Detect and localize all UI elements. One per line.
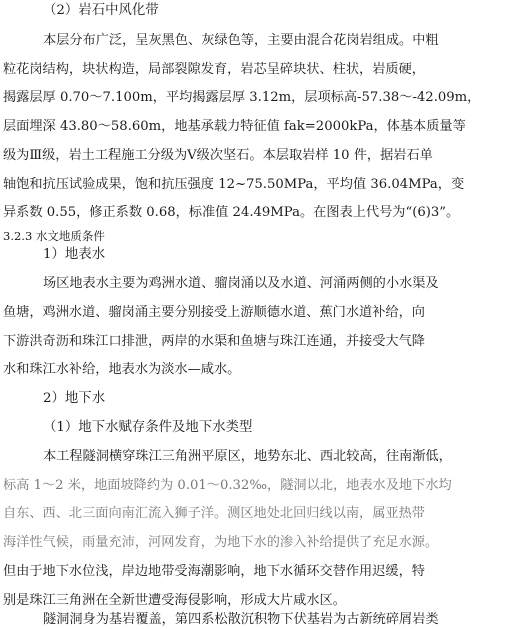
paragraph-line: 但由于地下水位浅，岸边地带受海潮影响，地下水循环交替作用迟缓，特 bbox=[3, 564, 425, 579]
paragraph-line: 粒花岗结构，块状构造，局部裂隙发育，岩芯呈碎块状、柱状，岩质硬， bbox=[3, 62, 425, 77]
groundwater-heading: 2）地下水 bbox=[43, 391, 106, 406]
weathered-zone-heading: （2）岩石中风化带 bbox=[43, 3, 159, 18]
paragraph-line: 场区地表水主要为鸡洲水道、骝岗涌以及水道、河涌两侧的小水渠及 bbox=[43, 276, 439, 291]
paragraph-line: 轴饱和抗压试验成果，饱和抗压强度 12~75.50MPa，平均值 36.04MPa，变 bbox=[3, 177, 465, 192]
paragraph-line: 揭露层厚 0.70～7.100m，平均揭露层厚 3.12m，层项标高-57.38～-42.09m， bbox=[3, 90, 481, 105]
surface-water-heading: 1）地表水 bbox=[43, 247, 106, 262]
paragraph-line: 下游洪奇沥和珠江口排泄，两岸的水渠和鱼塘与珠江连通，并接受大气降 bbox=[3, 334, 425, 349]
groundwater-subheading: （1）地下水赋存条件及地下水类型 bbox=[43, 420, 253, 435]
paragraph-line-partial: 隧洞洞身为基岩覆盖，第四系松散沉积物下伏基岩为古新统碎屑岩类 bbox=[43, 612, 439, 627]
paragraph-line: 自东、西、北三面向南汇流入狮子洋。测区地处北回归线以南，属亚热带 bbox=[3, 506, 425, 521]
paragraph-line: 层面埋深 43.80～58.60m，地基承载力特征值 fak=2000kPa，体基本质量等 bbox=[3, 119, 466, 134]
paragraph-line: 级为Ⅲ级，岩土工程施工分级为Ⅴ级次坚石。本层取岩样 10 件，据岩石单 bbox=[3, 148, 433, 163]
paragraph-line: 本工程隧洞横穿珠江三角洲平原区，地势东北、西北较高，往南渐低， bbox=[43, 449, 452, 464]
section-heading: 3.2.3 水文地质条件 bbox=[3, 229, 105, 243]
paragraph-line: 标高 1～2 米，地面坡降约为 0.01～0.32‰，隧洞以北，地表水及地下水均 bbox=[3, 478, 452, 493]
paragraph-line: 水和珠江水补给，地表水为淡水—咸水。 bbox=[3, 362, 241, 377]
paragraph-line: 鱼塘，鸡洲水道、骝岗涌主要分别接受上游顺德水道、蕉门水道补给，向 bbox=[3, 305, 425, 320]
paragraph-line: 异系数 0.55，修正系数 0.68，标准值 24.49MPa。在图表上代号为“(6)3”。 bbox=[3, 205, 460, 220]
paragraph-line: 别是珠江三角洲在全新世遭受海侵影响，形成大片咸水区。 bbox=[3, 593, 346, 608]
paragraph-line: 海洋性气候，雨量充沛，河网发育，为地下水的渗入补给提供了充足水源。 bbox=[3, 535, 439, 550]
paragraph-line: 本层分布广泛，呈灰黑色、灰绿色等，主要由混合花岗岩组成。中粗 bbox=[43, 33, 439, 48]
